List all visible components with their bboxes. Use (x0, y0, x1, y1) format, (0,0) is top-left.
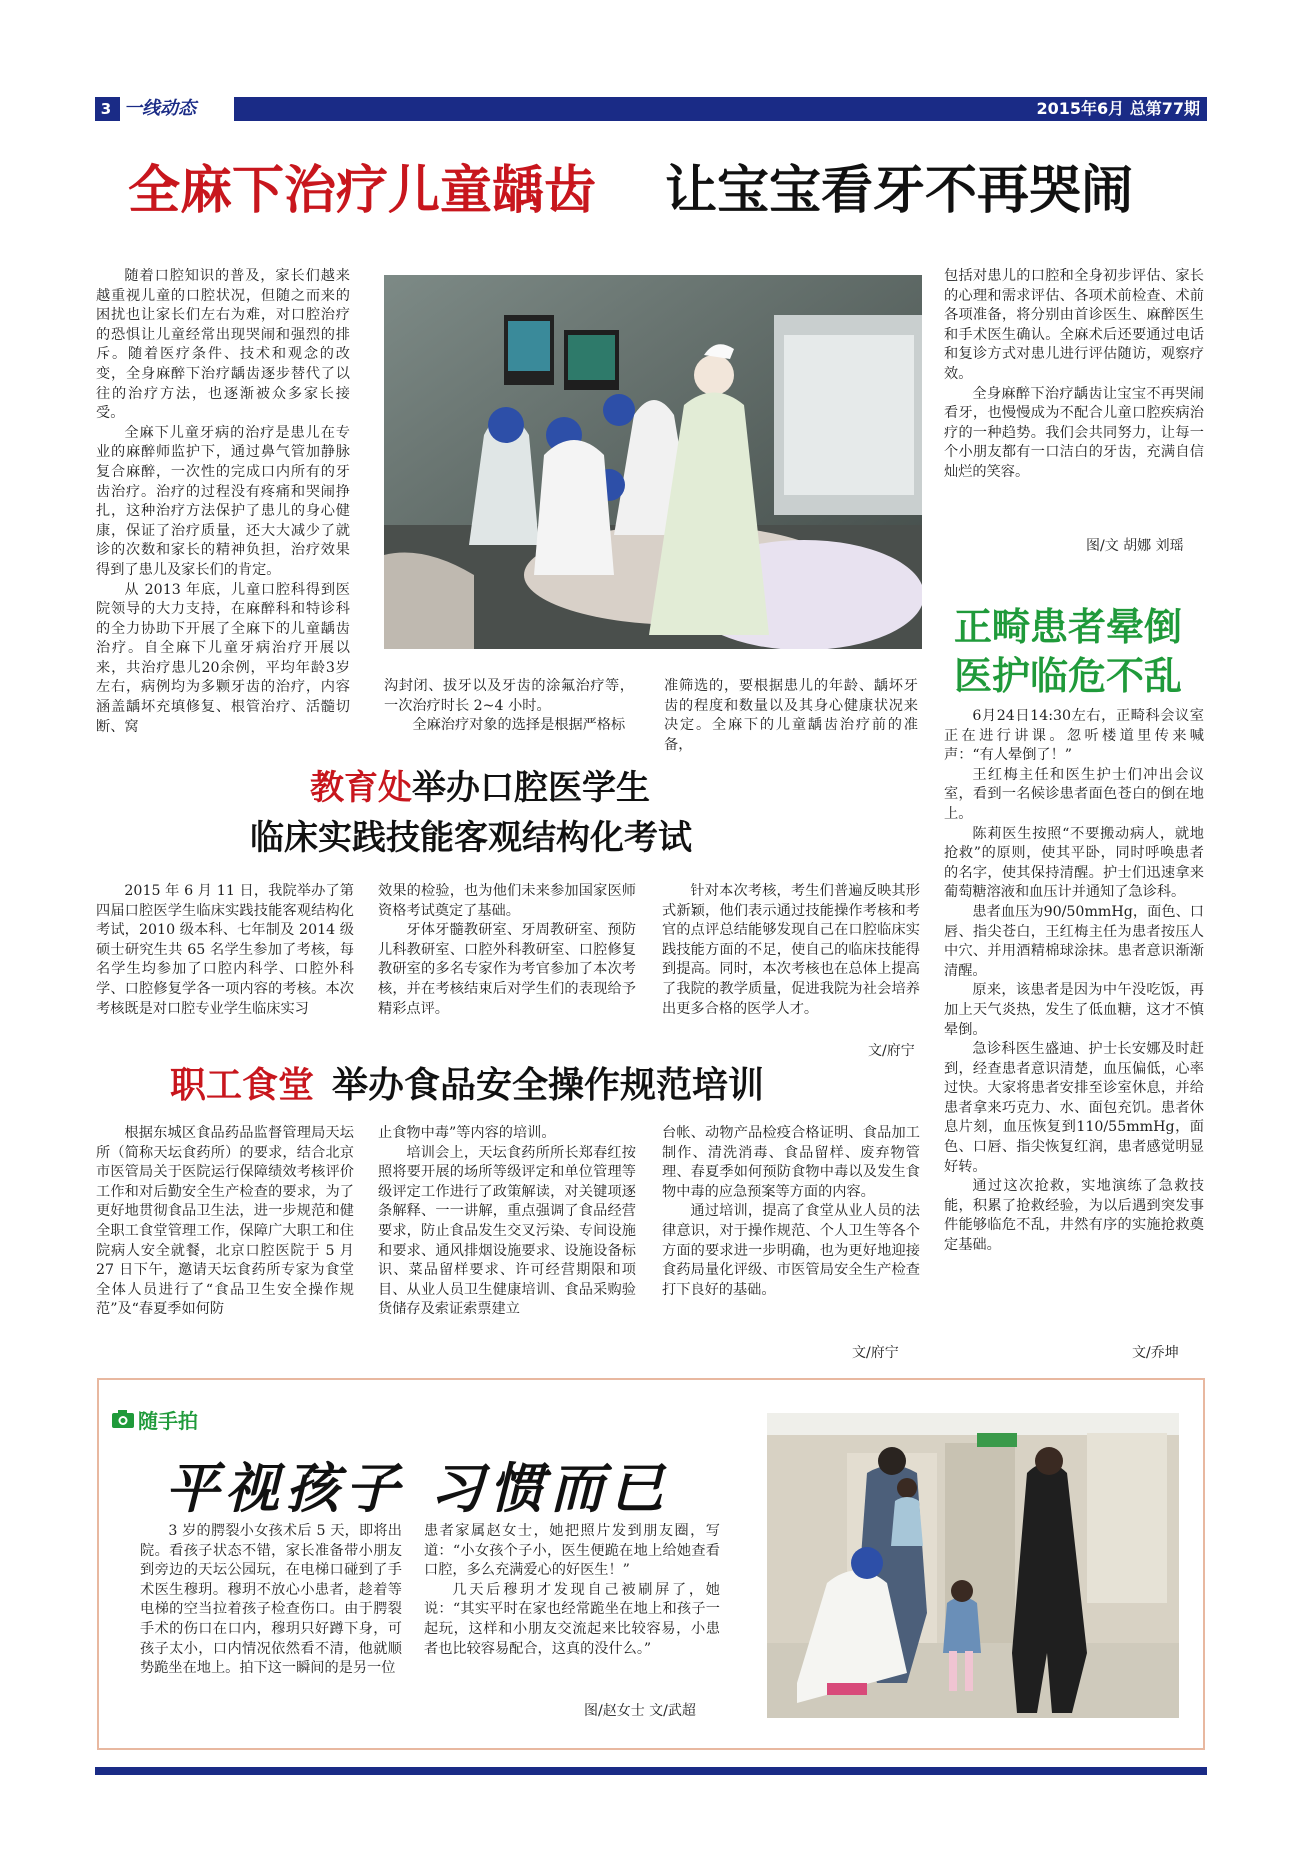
paragraph: 针对本次考核，考生们普遍反映其形式新颖，他们表示通过技能操作考核和考官的点评总结能够发现自己在口腔临床实践技能方面的不足，使自己的临床技能得到提高。同时，本次考核也在总体上提高了我院的教学质量，促进我院为社会培养出更多合格的医学人才。 (662, 883, 920, 1017)
paragraph: 几天后穆玥才发现自己被刷屏了，她说：“其实平时在家也经常跪坐在地上和孩子一起玩，这样和小朋友交流起来比较容易，小患者也比较容易配合，这真的没什么。” (424, 1581, 720, 1657)
page-number: 3 (95, 97, 117, 121)
article1-title-black: 让宝宝看牙不再哭闹 (665, 161, 1134, 221)
paragraph: 陈莉医生按照“不要搬动病人，就地抢救”的原则，使其平卧，同时呼唤患者的名字，使其保持清醒。护士们迅速拿来葡萄糖溶液和血压计并通知了急诊科。 (944, 825, 1204, 901)
article3-col3 (662, 1124, 920, 1300)
article2-col1 (96, 882, 354, 1019)
paragraph: 台帐、动物产品检疫合格证明、食品加工制作、清洗消毒、食品留样、废弃物管理、春夏季如何预防食物中毒以及发生食物中毒的应急预案等方面的内容。 (662, 1125, 920, 1200)
paragraph: 通过这次抢救，实地演练了急救技能，积累了抢救经验，为以后遇到突发事件能够临危不乱，井然有序的实施抢救奠定基础。 (944, 1178, 1204, 1254)
article2-title-line1 (310, 766, 650, 810)
article3-title (170, 1063, 764, 1109)
footer-bar (95, 1767, 1207, 1775)
article1-col1 (96, 267, 350, 737)
article3-col2 (378, 1124, 636, 1320)
article2-title-line2: 临床实践技能客观结构化考试 (250, 818, 692, 858)
surgery-photo (384, 275, 922, 649)
paragraph: 通过培训，提高了食堂从业人员的法律意识，对于操作规范、个人卫生等各个方面的要求进一步明确，也为更好地迎接食药局量化评级、市医管局安全生产检查打下良好的基础。 (662, 1203, 920, 1298)
paragraph: 王红梅主任和医生护士们冲出会议室，看到一名候诊患者面色苍白的倒在地上。 (944, 766, 1204, 822)
article4-title-line2: 医护临危不乱 (954, 654, 1183, 698)
paragraph: 急诊科医生盛迪、护士长安娜及时赶到，经查患者意识清楚，血压偏低，心率过快。大家将患者安排至诊室休息，并给患者拿来巧克力、水、面包充饥。患者休息片刻，血压恢复到110/55mmHg，面色、口唇、指尖恢复红润，患者感觉明显好转。 (944, 1041, 1204, 1175)
snapshot-title: 平视孩子 习惯而已 (165, 1456, 670, 1520)
article2-title-black1: 举办口腔医学生 (412, 768, 650, 808)
article3-col1 (96, 1124, 354, 1320)
paragraph: 随着口腔知识的普及，家长们越来越重视儿童的口腔状况，但随之而来的困扰也让家长们左右为难，对口腔治疗的恐惧让儿童经常出现哭闹和强烈的排斥。随着医疗条件、技术和观念的改变，全身麻醉下治疗龋齿逐步替代了以往的治疗方法，也逐渐被众多家长接受。 (96, 268, 350, 422)
article2-byline: 文/府宁 (868, 1043, 915, 1059)
paragraph: 全麻治疗对象的选择是根据严格标 (412, 717, 626, 734)
snapshot-tag: 随手拍 (138, 1409, 198, 1433)
paragraph: 沟封闭、拔牙以及牙齿的涂氟治疗等，一次治疗时长 2~4 小时。 (384, 678, 634, 714)
paragraph: 根据东城区食品药品监督管理局天坛所（简称天坛食药所）的要求，结合北京市医管局关于医院运行保障绩效考核评价工作和对后勤安全生产检查的要求，为了更好地贯彻食品卫生法，进一步规范和健全职工食堂管理工作，保障广大职工和住院病人安全就餐，北京口腔医院于 5 月 27 日下午，邀请天坛食药所专家为食堂全体人员进行了“食品卫生安全操作规范”及“春夏季如何防 (96, 1125, 354, 1318)
paragraph: 2015 年 6 月 11 日，我院举办了第四届口腔医学生临床实践技能客观结构化考试，2010 级本科、七年制及 2014 级硕士研究生共 65 名学生参加了考核，每名学生均参加了口腔内科学、口腔外科学、口腔修复学各一项内容的考核。本次考核既是对口腔专业学生临床实习 (96, 883, 354, 1017)
paragraph: 患者家属赵女士，她把照片发到朋友圈，写道：“小女孩个子小，医生便跪在地上给她查看口腔，多么充满爱心的好医生！” (424, 1523, 720, 1579)
article4-title-line1: 正畸患者晕倒 (954, 605, 1183, 649)
doctor-kneeling-image (767, 1413, 1179, 1718)
surgery-photo-image (384, 275, 922, 649)
snapshot-col1 (140, 1522, 402, 1679)
paragraph: 从 2013 年底，儿童口腔科得到医院领导的大力支持，在麻醉科和特诊科的全力协助下开展了全麻下的儿童龋齿治疗。自全麻下儿童牙病治疗开展以来，共治疗患儿20余例，平均年龄3岁左右，病例均为多颗牙齿的治疗，内容涵盖龋坏充填修复、根管治疗、活髓切断、窝 (96, 581, 350, 735)
article4-byline: 文/乔坤 (1132, 1345, 1179, 1361)
paragraph: 牙体牙髓教研室、牙周教研室、预防儿科教研室、口腔外科教研室、口腔修复教研室的多名专家作为考官参加了本次考核，并在考核结束后对学生们的表现给予精彩点评。 (378, 922, 636, 1017)
paragraph: 准筛选的，要根据患儿的年龄、龋坏牙齿的程度和数量以及其身心健康状况来决定。全麻下的儿童龋齿治疗前的准备， (664, 678, 918, 753)
article3-title-red: 职工食堂 (170, 1065, 315, 1106)
article1-byline: 图/文 胡娜 刘瑶 (1086, 538, 1184, 554)
snapshot-col2 (424, 1522, 720, 1659)
paragraph: 全身麻醉下治疗龋齿让宝宝不再哭闹看牙，也慢慢成为不配合儿童口腔疾病治疗的一种趋势。我们会共同努力，让每一个小朋友都有一口洁白的牙齿，充满自信灿烂的笑容。 (944, 385, 1204, 480)
article1-col3 (664, 677, 918, 755)
article2-col2 (378, 882, 636, 1019)
paragraph: 3 岁的腭裂小女孩术后 5 天，即将出院。看孩子状态不错，家长准备带小朋友到旁边的天坛公园玩，在电梯口碰到了手术医生穆玥。穆玥不放心小患者，趁着等电梯的空当拉着孩子检查伤口。由于腭裂手术的伤口在口内，穆玥只好蹲下身，可孩子太小，口内情况依然看不清，他就顺势跪坐在地上。拍下这一瞬间的是另一位 (140, 1523, 402, 1677)
issue-info: 2015年6月 总第77期 (1036, 99, 1200, 118)
snapshot-byline: 图/赵女士 文/武超 (584, 1703, 696, 1719)
paragraph: 培训会上，天坛食药所所长郑春红按照将要开展的场所等级评定和单位管理等级评定工作进行了政策解读，对关键项逐条解释、一一讲解，重点强调了食品经营要求，防止食品发生交叉污染、专间设施和要求、通风排烟设施要求、设施设备标识、菜品留样要求、许可经营期限和项目、从业人员卫生健康培训、食品采购验货储存及索证索票建立 (378, 1144, 636, 1318)
article3-byline: 文/府宁 (852, 1345, 899, 1361)
doctor-kneeling-photo (767, 1413, 1179, 1718)
paragraph: 6月24日14:30左右，正畸科会议室正在进行讲课。忽听楼道里传来喊声：“有人晕倒了！” (944, 708, 1204, 764)
paragraph: 效果的检验，也为他们未来参加国家医师资格考试奠定了基础。 (378, 883, 636, 919)
paragraph: 患者血压为90/50mmHg，面色、口唇、指尖苍白，王红梅主任为患者按压人中穴、并用酒精棉球涂抹。患者意识渐渐清醒。 (944, 903, 1204, 979)
section-name: 一线动态 (120, 95, 234, 123)
paragraph: 原来，该患者是因为中午没吃饭，再加上天气炎热，发生了低血糖，这才不慎晕倒。 (944, 982, 1204, 1038)
paragraph: 全麻下儿童牙病的治疗是患儿在专业的麻醉师监护下，通过鼻气管加静脉复合麻醉，一次性的完成口内所有的牙齿治疗。治疗的过程没有疼痛和哭闹挣扎，这种治疗方法保护了患儿的身心健康，保证了治疗质量，还大大减少了就诊的次数和家长的精神负担，治疗效果得到了患儿及家长们的肯定。 (96, 424, 350, 578)
article2-col3 (662, 882, 920, 1019)
article1-title-red: 全麻下治疗儿童龋齿 (128, 161, 597, 221)
article1-col2 (384, 677, 634, 736)
paragraph: 包括对患儿的口腔和全身初步评估、家长的心理和需求评估、各项术前检查、术前各项准备，将分别由首诊医生、麻醉医生和手术医生确认。全麻术后还要通过电话和复诊方式对患儿进行评估随访，观察疗效。 (944, 268, 1204, 382)
article4-body (944, 707, 1204, 1256)
article2-title-red: 教育处 (310, 768, 412, 808)
camera-icon (112, 1410, 134, 1428)
article3-title-black: 举办食品安全操作规范培训 (332, 1065, 765, 1106)
article1-col4 (944, 267, 1204, 483)
paragraph: 止食物中毒”等内容的培训。 (378, 1125, 556, 1141)
